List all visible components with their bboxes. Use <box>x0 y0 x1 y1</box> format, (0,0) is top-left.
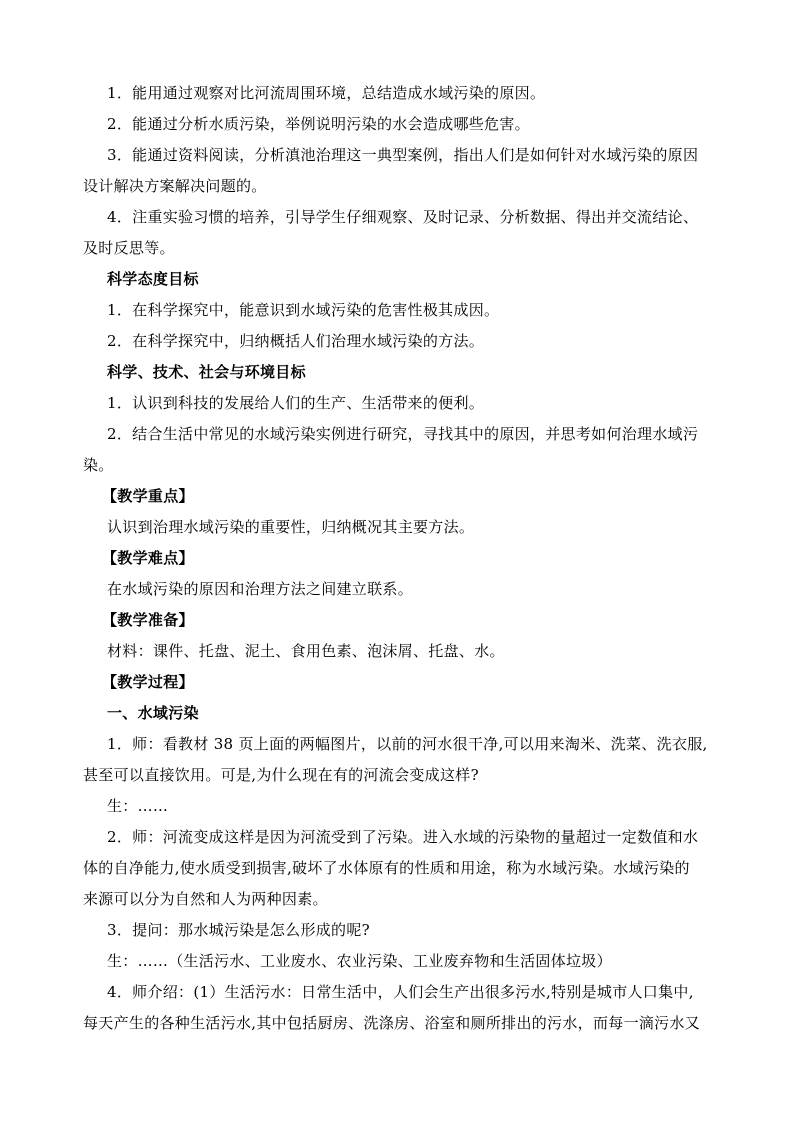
stse-item-1: 1．认识到科技的发展给人们的生产、生活带来的便利。 <box>107 394 485 412</box>
process-item-3: 3．提问：那水城污染是怎么形成的呢? <box>107 921 370 939</box>
stse-item-2-line-2: 染。 <box>83 456 114 474</box>
objective-item-3-line-2: 设计解决方案解决问题的。 <box>83 177 267 195</box>
section-heading-water-pollution: 一、水域污染 <box>107 704 199 722</box>
process-item-2-line-1: 2．师：河流变成这样是因为河流受到了污染。进入水域的污染物的量超过一定数值和水 <box>107 828 699 846</box>
process-item-1-line-1: 1．师：看教材 38 页上面的两幅图片，以前的河水很干净,可以用来淘米、洗菜、洗衣服, <box>107 735 708 753</box>
process-item-2-line-3: 来源可以分为自然和人为两种因素。 <box>83 890 328 908</box>
objective-item-4-line-1: 4．注重实验习惯的培养，引导学生仔细观察、及时记录、分析数据、得出并交流结论、 <box>107 208 699 226</box>
teaching-focus-text: 认识到治理水域污染的重要性，归纳概况其主要方法。 <box>107 518 475 536</box>
stse-item-2-line-1: 2．结合生活中常见的水域污染实例进行研究，寻找其中的原因，并思考如何治理水域污 <box>107 425 699 443</box>
process-item-4-line-2: 每天产生的各种生活污水,其中包括厨房、洗涤房、浴室和厕所排出的污水，而每一滴污水又 <box>83 1014 701 1032</box>
objective-item-4-line-2: 及时反思等。 <box>83 239 175 257</box>
process-item-4-line-1: 4．师介绍：(1）生活污水：日常生活中，人们会生产出很多污水,特别是城市人口集中, <box>107 983 694 1001</box>
objective-item-2: 2．能通过分析水质污染，举例说明污染的水会造成哪些危害。 <box>107 115 530 133</box>
objective-item-1: 1．能用通过观察对比河流周围环境，总结造成水域污染的原因。 <box>107 84 546 102</box>
process-item-1-line-2: 甚至可以直接饮用。可是,为什么现在有的河流会变成这样? <box>83 766 479 784</box>
teaching-preparation-text: 材料：课件、托盘、泥土、食用色素、泡沫屑、托盘、水。 <box>107 642 505 660</box>
student-response-2: 生：……（生活污水、工业废水、农业污染、工业废弃物和生活固体垃圾） <box>107 952 612 970</box>
teaching-difficulty-text: 在水域污染的原因和治理方法之间建立联系。 <box>107 580 414 598</box>
heading-teaching-difficulty: 【教学难点】 <box>102 549 194 567</box>
process-item-2-line-2: 体的自净能力,使水质受到损害,破坏了水体原有的性质和用途，称为水域污染。水域污染的 <box>83 859 690 877</box>
section-heading-stse: 科学、技术、社会与环境目标 <box>107 363 306 381</box>
attitude-item-2: 2．在科学探究中，归纳概括人们治理水域污染的方法。 <box>107 332 485 350</box>
student-response-1: 生：…… <box>107 797 169 815</box>
heading-teaching-preparation: 【教学准备】 <box>102 611 194 629</box>
attitude-item-1: 1．在科学探究中，能意识到水域污染的危害性极其成因。 <box>107 301 500 319</box>
heading-teaching-focus: 【教学重点】 <box>102 487 194 505</box>
heading-teaching-process: 【教学过程】 <box>102 673 194 691</box>
section-heading-attitude: 科学态度目标 <box>107 270 199 288</box>
objective-item-3-line-1: 3．能通过资料阅读，分析滇池治理这一典型案例，指出人们是如何针对水域污染的原因 <box>107 146 699 164</box>
